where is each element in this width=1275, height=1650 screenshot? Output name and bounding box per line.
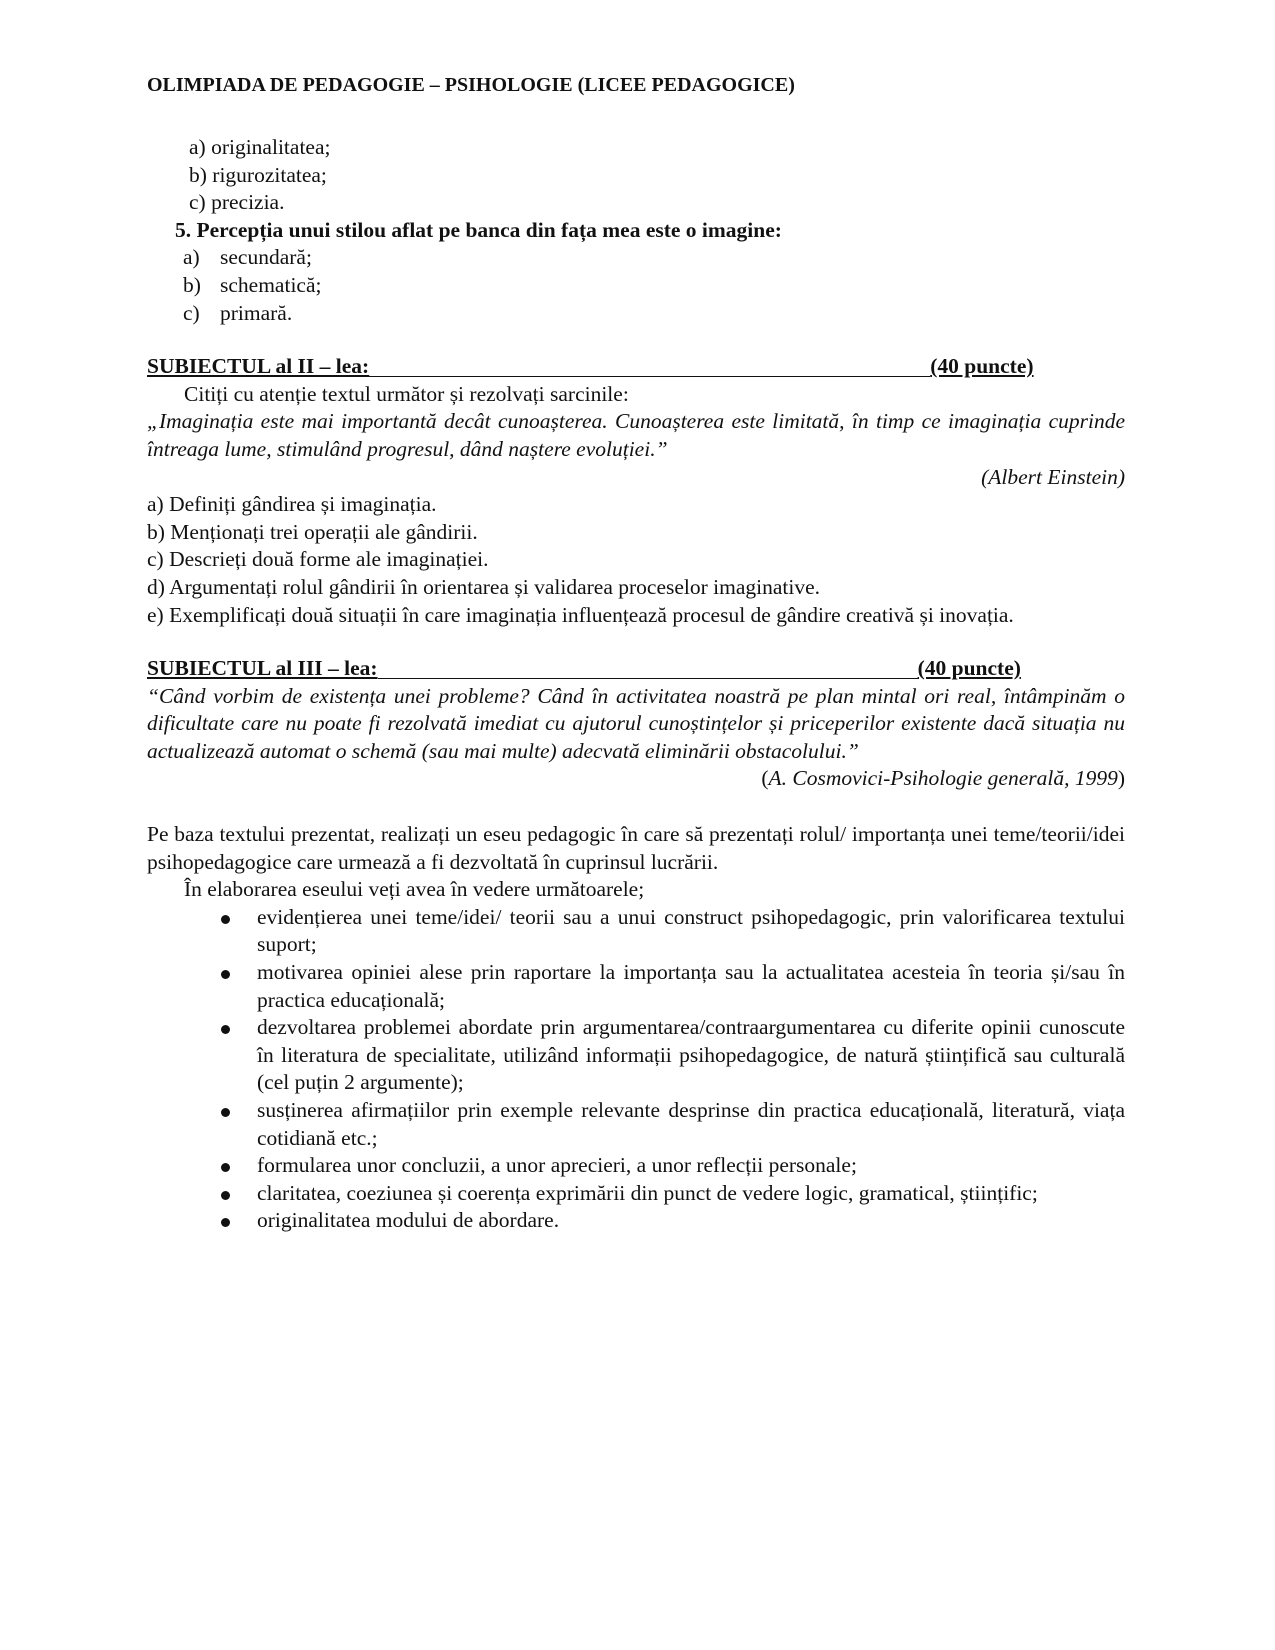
source-paren-close: ) bbox=[1117, 766, 1125, 791]
option-text: primară. bbox=[220, 300, 293, 325]
option-item: c) precizia. bbox=[189, 190, 285, 215]
option-label: c) bbox=[183, 300, 200, 325]
bullet-icon bbox=[221, 1207, 257, 1235]
option-label: b) bbox=[183, 272, 201, 297]
section-3-title: SUBIECTUL al III – lea: bbox=[147, 656, 378, 681]
section-3-quote: “Când vorbim de existența unei probleme? Când în activitatea noastră pe plan mintal ori real, întâmpinăm o dificultate care nu poate fi rezolvată imediat cu ajutorul cunoștințelor și priceperilor existente dacă situația nu actualizează automat o schemă (sau mai multe) adecvată eliminării obstacolului.” bbox=[147, 683, 1125, 763]
option-label: a) bbox=[183, 245, 200, 270]
heading-underline bbox=[369, 353, 930, 377]
section-2-quote: „Imaginația este mai importantă decât cunoașterea. Cunoașterea este limitată, în timp ce imaginația cuprinde întreaga lume, stimulând progresul, dând naștere evoluției.” bbox=[147, 409, 1125, 461]
option-text: secundară; bbox=[220, 245, 312, 270]
criteria-text: dezvoltarea problemei abordate prin argumentarea/contraargumentarea cu diferite opinii cunoscute în literatura de specialitate, utilizând informații psihopedagogice, de natură științifică sau culturală (cel puțin 2 argumente); bbox=[257, 1015, 1125, 1095]
source-paren-open: ( bbox=[761, 766, 769, 791]
document-page bbox=[147, 72, 1125, 1235]
spacer bbox=[147, 793, 1125, 821]
bullet-icon bbox=[221, 904, 257, 932]
criteria-text: motivarea opiniei alese prin raportare la importanța sau la actualitatea acesteia în teoria și/sau în practica educațională; bbox=[257, 960, 1125, 1012]
section-2-title: SUBIECTUL al II – lea: bbox=[147, 354, 370, 379]
task-item: e) Exemplificați două situații în care imaginația influențează procesul de gândire creativă și inovația. bbox=[147, 602, 1014, 627]
bullet-icon bbox=[221, 1152, 257, 1180]
section-2-points: (40 puncte) bbox=[930, 354, 1034, 379]
criteria-list bbox=[147, 904, 1125, 1235]
list-item bbox=[221, 1207, 1125, 1235]
page-header: OLIMPIADA DE PEDAGOGIE – PSIHOLOGIE (LICEE PEDAGOGICE) bbox=[147, 74, 795, 96]
list-item bbox=[221, 1014, 1125, 1097]
task-item: b) Menționați trei operații ale gândirii. bbox=[147, 519, 478, 544]
option-item bbox=[183, 272, 1125, 300]
task-item: c) Descrieți două forme ale imaginației. bbox=[147, 547, 489, 572]
list-item bbox=[221, 959, 1125, 1014]
bullet-icon bbox=[221, 1097, 257, 1125]
question-5-text: 5. Percepția unui stilou aflat pe banca din fața mea este o imagine: bbox=[175, 217, 782, 242]
option-item: b) rigurozitatea; bbox=[189, 162, 327, 187]
option-item: a) originalitatea; bbox=[189, 135, 331, 159]
criteria-text: claritatea, coeziunea și coerența exprimării din punct de vedere logic, gramatical, științific; bbox=[257, 1180, 1038, 1205]
essay-prompt: Pe baza textului prezentat, realizați un eseu pedagogic în care să prezentați rolul/ importanța unei teme/teorii/idei psihopedagogice care urmează a fi dezvoltată în cuprinsul lucrării. bbox=[147, 822, 1125, 874]
task-item: d) Argumentați rolul gândirii în orientarea și validarea proceselor imaginative. bbox=[147, 574, 821, 599]
bullet-icon bbox=[221, 959, 257, 987]
section-2-instruction: Citiți cu atenție textul următor și rezolvați sarcinile: bbox=[184, 381, 629, 406]
criteria-text: formularea unor concluzii, a unor aprecieri, a unor reflecții personale; bbox=[257, 1153, 857, 1178]
bullet-icon bbox=[221, 1014, 257, 1042]
bullet-icon bbox=[221, 1180, 257, 1208]
heading-underline bbox=[378, 655, 918, 679]
criteria-intro: În elaborarea eseului veți avea în vedere următoarele; bbox=[184, 877, 645, 902]
previous-question-options bbox=[147, 134, 1125, 217]
criteria-text: originalitatea modului de abordare. bbox=[257, 1208, 560, 1233]
section-3-points: (40 puncte) bbox=[917, 656, 1021, 681]
section-2-tasks bbox=[147, 491, 1125, 629]
question-5-options bbox=[147, 244, 1125, 327]
option-item bbox=[183, 244, 1125, 272]
list-item bbox=[221, 1180, 1125, 1208]
list-item bbox=[221, 1097, 1125, 1152]
option-item bbox=[183, 300, 1125, 328]
option-text: schematică; bbox=[220, 272, 322, 297]
section-3-source bbox=[147, 765, 1125, 793]
criteria-text: susținerea afirmațiilor prin exemple relevante desprinse din practica educațională, literatură, viața cotidiană etc.; bbox=[257, 1098, 1125, 1150]
list-item bbox=[221, 1152, 1125, 1180]
section-2-heading bbox=[147, 353, 1125, 381]
list-item bbox=[221, 904, 1125, 959]
criteria-text: evidențierea unei teme/idei/ teorii sau a unui construct psihopedagogic, prin valorificarea textului suport; bbox=[257, 904, 1125, 957]
task-item: a) Definiți gândirea și imaginația. bbox=[147, 492, 437, 517]
section-2-author: (Albert Einstein) bbox=[981, 464, 1125, 489]
source-citation: A. Cosmovici-Psihologie generală, 1999 bbox=[768, 766, 1118, 791]
section-3-heading bbox=[147, 655, 1125, 683]
